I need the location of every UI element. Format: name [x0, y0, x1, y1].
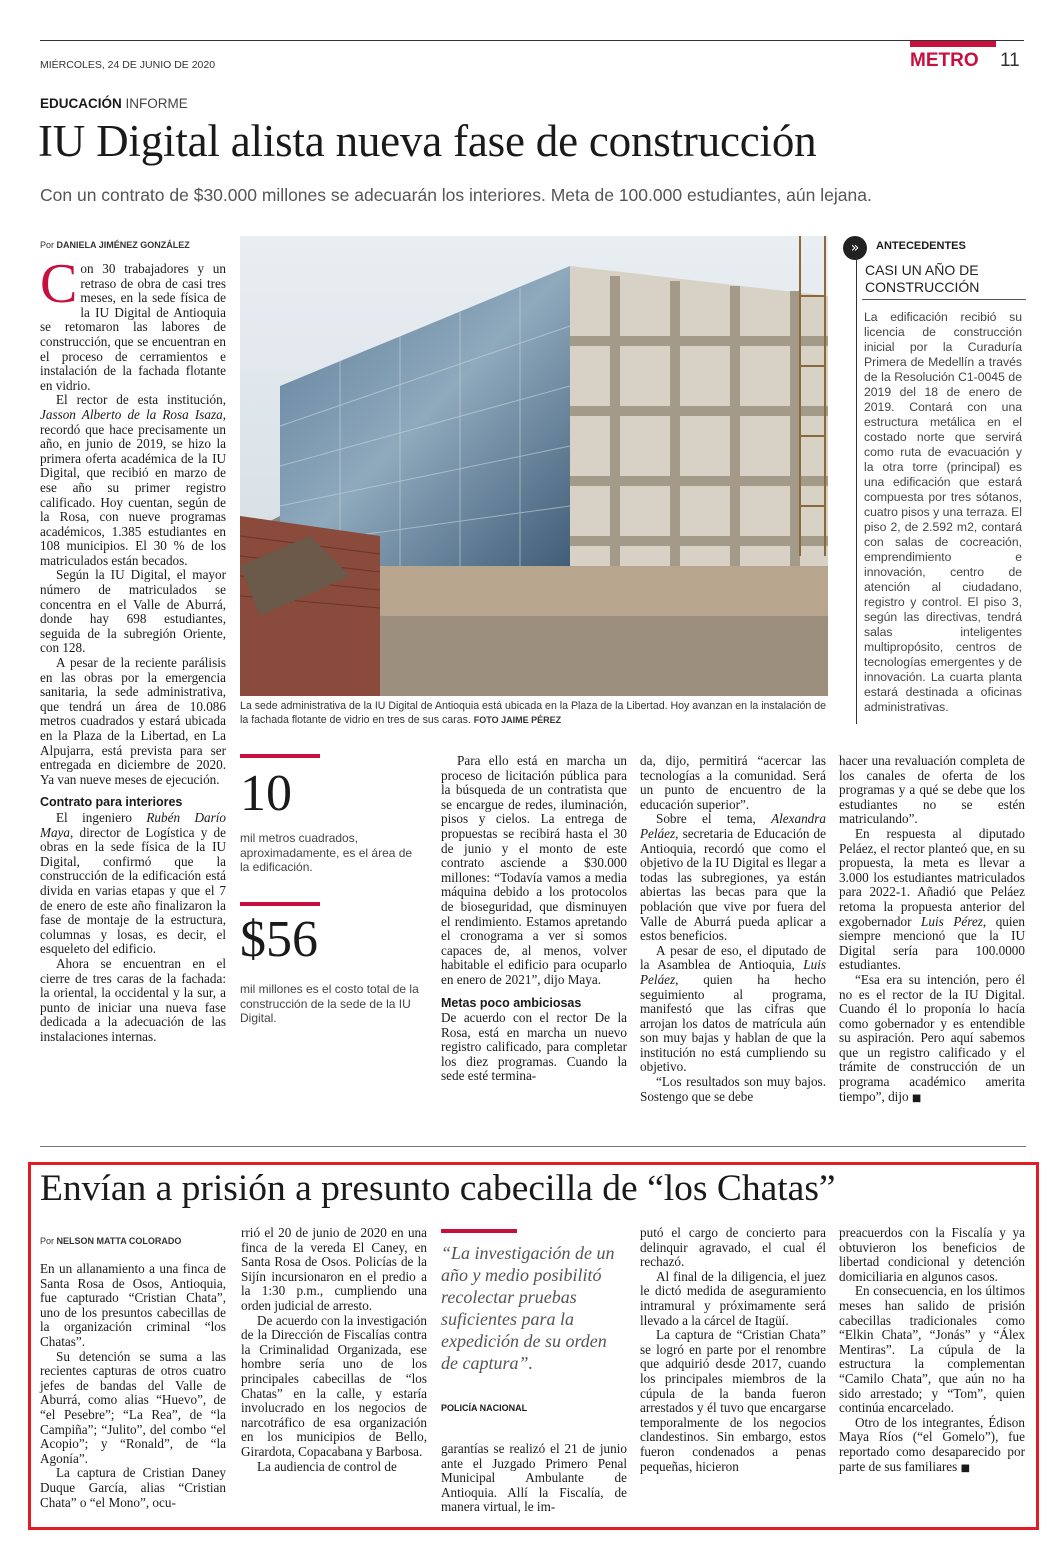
paragraph: En consecuencia, en los últimos meses han salido de prisión cabecillas tradicionales como “Elkin Chata”, “Jonás” y “Álex Mentiras”. La cúpula de la estructura la complementan “Camilo Chata”, que aún no ha sido arrestado; y “Tom”, quien continúa encarcelado.: [839, 1283, 1025, 1416]
paragraph: “Los resultados son muy bajos. Sostengo que se debe: [640, 1074, 826, 1104]
paragraph-text: Otro de los integrantes, Édison Maya Ríos (“el Gomelo”), fue reportado como desaparecido por parte de sus familiares: [839, 1414, 1025, 1474]
quote-accent-bar: [441, 1229, 517, 1233]
dropcap: C: [40, 253, 78, 315]
byline-prefix: Por: [40, 1236, 55, 1246]
article2-column-3: [441, 1442, 627, 1515]
subheading: Metas poco ambiciosas: [441, 995, 582, 1010]
article1-column-5: [839, 754, 1025, 1106]
stat-number: 10: [240, 765, 292, 822]
headline: Envían a prisión a presunto cabecilla de “los Chatas”: [40, 1168, 836, 1209]
paragraph: hacer una revaluación completa de los canales de oferta de los programas y a qué se debe que los estudiantes no se estén matriculando”.: [839, 753, 1025, 827]
kicker-section: EDUCACIÓN: [40, 96, 122, 111]
paragraph: putó el cargo de concierto para delinquir agravado, el cual él rechazó.: [640, 1225, 826, 1270]
person-name: Jasson Alberto de la Rosa Isaza: [40, 406, 223, 422]
caption-text: La sede administrativa de la IU Digital de Antioquia está ubicada en la Plaza de la Libertad. Hoy avanzan en la instalación de la fachada flotante de vidrio en tres de sus caras.: [240, 700, 826, 726]
paragraph: on 30 trabajadores y un retraso de obra de casi tres meses, en la sede física de la IU Digital de Antioquia se retomaron las labores de construcción, que se encuentran en el proceso de cerramientos e instalación de la fachada flotante en vidrio.: [40, 261, 226, 393]
paragraph-text: , director de Logística y de obras en la sede física de la IU Digital, confirmó que la construcción de la edificación está divida en varias etapas y que el 7 de enero de este año finalizaron la fase de montaje de la estructura, columnas y losas, es decir, el esqueleto del edificio.: [40, 824, 226, 957]
person-name: Rubén Darío Maya: [40, 809, 226, 840]
paragraph-text: A pesar de eso, el diputado de la Asamblea de Antioquia,: [640, 942, 826, 973]
subheadline: Con un contrato de $30.000 millones se adecuarán los interiores. Meta de 100.000 estudiantes, aún lejana.: [40, 185, 872, 205]
byline: [40, 1236, 181, 1246]
paragraph: Según la IU Digital, el mayor número de matriculados se concentra en el Valle de Aburrá, donde hay 698 estudiantes, seguida de la subregión Oriente, con 128.: [40, 567, 226, 656]
paragraph: De acuerdo con el rector De la Rosa, está en marcha un nuevo registro calificado, para completar los diez programas. Cuando la sede esté termina-: [441, 1010, 627, 1084]
person-name: Alexandra Peláez: [640, 811, 826, 841]
person-name: Luis Pérez: [921, 913, 983, 929]
headline: IU Digital alista nueva fase de construcción: [38, 116, 817, 166]
paragraph-text: En respuesta al diputado Peláez, el rector planteó que, en su propuesta, la meta es llevar a 3.000 los estudiantes matriculados para 2022-1. Añadió que Peláez retoma la propuesta anterior del exgobernador: [839, 825, 1025, 929]
chevron-right-icon: »: [843, 236, 867, 260]
end-mark-icon: ■: [960, 1462, 971, 1474]
paragraph: Para ello está en marcha un proceso de licitación pública para la búsqueda de un contratista que se encargue de redes, iluminación, pisos y cielos. La entrega de propuestas se recibirá hasta el 30 de junio y el monto de este contrato asciende a $30.000 millones: “Todavía vamos a media máquina debido a los protocolos de bioseguridad, que disminuyen el rendimiento. Estamos apretando el cronograma a ver si somos capaces de, al menos, volver habitable el edificio para ocuparlo en enero de 2021”, dijo Maya.: [441, 753, 627, 987]
paragraph: da, dijo, permitirá “acercar las tecnologías a la comunidad. Será un punto de encuentro de la educación superior”.: [640, 753, 826, 812]
photo-caption: [240, 700, 828, 727]
end-mark-icon: ■: [911, 1092, 922, 1104]
section-name: METRO: [910, 50, 979, 71]
sidebar-title-rule: [862, 299, 1026, 300]
article-divider: [40, 1146, 1026, 1147]
sidebar-text: La edificación recibió su licencia de construcción inicial por la Curaduría Primera de Medellín a través de la Resolución C1-0045 de 2019 del 18 de enero de 2019. Contará con una estructura metálica en el costado norte que servirá como ruta de evacuación y la otra torre (principal) es una edificación que estará compuesta por tres sótanos, cuatro pisos y una terraza. El piso 2, de 2.592 m2, contará con salas de cocreación, emprendimiento e innovación, centro de atención al ciudadano, registro y control. El piso 3, según las directivas, tendrá salas inteligentes multipropósito, centros de tecnologías emergentes y de innovación. La cuarta planta estará destinada a oficinas administrativas.: [864, 310, 1022, 714]
article2-column-4: [640, 1226, 826, 1474]
paragraph: De acuerdo con la investigación de la Dirección de Fiscalías contra la Criminalidad Organizada, ese hombre sería uno de los principales cabecillas de “los Chatas” en la calle, y estaría involucrado en los negocios de narcotráfico de esa organización en los municipios de Bello, Girardota, Copacabana y Barbosa.: [241, 1312, 427, 1459]
byline: [40, 240, 190, 250]
stat-number: $56: [240, 911, 318, 968]
person-name: Luis Peláez: [640, 957, 826, 987]
sidebar-title: CASI UN AÑO DE CONSTRUCCIÓN: [865, 262, 980, 295]
paragraph: Su detención se suma a las recientes capturas de otros cuatro jefes de bandas del Valle de Aburrá, como alias “Huevo”, de “el Pesebre”; “La Rea”, de “la Campiña”; “Julito”, del combo “el Acopio”; y “Ronald”, de “la Agonía”.: [40, 1348, 226, 1466]
kicker-type: INFORME: [125, 96, 188, 111]
paragraph: La captura de “Cristian Chata” se logró en parte por el renombre que adquirió desde 2017, cuando los principales miembros de la cúpula de la banda fueron arrestados y él tuvo que encargarse temporalmente de los negocios clandestinos. Sin embargo, estos fueron condenados a penas pequeñas, hicieron: [640, 1327, 826, 1474]
paragraph-text: “Esa era su intención, pero él no es el rector de la IU Digital. Cuando él lo proponía lo hacía como gobernador y es entendible su aspiración. Pero aquí sabemos que un registro calificado y el trámite de construcción de un programa académico amerita tiempo”, dijo: [839, 971, 1025, 1104]
paragraph-text: , recordó que hace precisamente un año, en junio de 2019, se hizo la primera oferta académica de la IU Digital, que recibió en marzo de ese año su primer registro calificado. Hoy cuentan, según de la Rosa, con nueve programas académicos, 1.385 estudiantes en 108 municipios. El 30 % de los matriculados están becados.: [40, 406, 226, 568]
paragraph: garantías se realizó el 21 de junio ante el Juzgado Primero Penal Municipal Ambulante de Antioquia. Allí la Fiscalía, de manera virtual, le im-: [441, 1441, 627, 1515]
issue-date: MIÉRCOLES, 24 DE JUNIO DE 2020: [40, 59, 216, 71]
article1-column-4: [640, 754, 826, 1104]
section-tab-bar: [910, 41, 996, 47]
article2-column-5: [839, 1226, 1025, 1476]
paragraph-text: El ingeniero: [56, 809, 147, 825]
paragraph: La audiencia de control de: [257, 1458, 397, 1474]
photo-credit: FOTO JAIME PÉREZ: [473, 714, 562, 725]
building-photo: [240, 236, 828, 696]
paragraph: Ahora se encuentran en el cierre de tres caras de la fachada: la oriental, la occidental y la sur, a punto de iniciar una nueva fase dedicada a la adecuación de las instalaciones internas.: [40, 955, 226, 1044]
kicker: [40, 96, 188, 111]
article2-column-2: [241, 1226, 427, 1474]
pull-quote-source: POLICÍA NACIONAL: [441, 1403, 528, 1413]
stat-text: mil millones es el costo total de la construcción de la sede de la IU Digital.: [240, 982, 419, 1025]
paragraph-text: , secretaria de Educación de Antioquia, recordó que como el objetivo de la IU Digital es llegar a todas las subregiones, ya están abiertas las becas para que la población que vive por fuera del Valle de Aburrá pueda aplicar a estos beneficios.: [640, 825, 826, 944]
pull-quote: “La investigación de un año y medio posibilitó recolectar pruebas suficientes para la expedición de su orden de captura”.: [441, 1243, 615, 1373]
article1-column-3: [441, 754, 627, 1084]
stat-text: mil metros cuadrados, aproximadamente, es el área de la edificación.: [240, 831, 413, 874]
stat-accent-bar: [240, 902, 320, 906]
top-rule: [40, 40, 1024, 41]
stat-accent-bar: [240, 754, 320, 758]
sidebar-rule: [856, 258, 857, 724]
paragraph-text: , quien ha hecho seguimiento al programa, manifestó que las cifras que arrojan los datos de matrícula aún son muy bajas y hablan de que la institución no está cumpliendo su objetivo.: [640, 971, 826, 1075]
paragraph-text: El rector de esta institución,: [56, 392, 226, 408]
sidebar-label: ANTECEDENTES: [876, 240, 966, 252]
paragraph-text: , quien siempre mencionó que la IU Digital sería para 100.0000 estudiantes.: [839, 913, 1025, 973]
article2-column-1: [40, 1262, 226, 1510]
paragraph: rrió el 20 de junio de 2020 en una finca de la vereda El Caney, en Santa Rosa de Osos. Policías de la Sijín incursionaron en el predio a la 1:30 p.m., cumpliendo una orden judicial de arresto.: [241, 1225, 427, 1313]
paragraph: preacuerdos con la Fiscalía y ya obtuvieron los beneficios de libertad condicional y detención domiciliaria en algunos casos.: [839, 1225, 1025, 1284]
paragraph: Al final de la diligencia, el juez le dictó medida de aseguramiento intramural y próximamente será llevado a la cárcel de Itagüí.: [640, 1268, 826, 1328]
paragraph: En un allanamiento a una finca de Santa Rosa de Osos, Antioquia, fue capturado “Cristian Chata”, uno de los presuntos cabecillas de la organización criminal “los Chatas”.: [40, 1261, 226, 1349]
paragraph: La captura de Cristian Daney Duque García, alias “Cristian Chata” o “el Mono”, ocu-: [40, 1465, 226, 1510]
page-number: 11: [1000, 50, 1020, 71]
paragraph: A pesar de la reciente parálisis en las obras por la emergencia sanitaria, la sede administrativa, que tendrá un área de 10.086 metros cuadrados y estará ubicada en la Plaza de la Libertad, en La Alpujarra, está prevista para ser entregada en diciembre de 2020. Ya van nueve meses de ejecución.: [40, 655, 226, 787]
paragraph-text: Sobre el tema,: [656, 811, 772, 827]
subheading: Contrato para interiores: [40, 795, 183, 810]
article1-column-1: [40, 253, 226, 1044]
byline-prefix: Por: [40, 240, 55, 250]
byline-author: DANIELA JIMÉNEZ GONZÁLEZ: [56, 240, 190, 250]
byline-author: NELSON MATTA COLORADO: [56, 1236, 182, 1246]
